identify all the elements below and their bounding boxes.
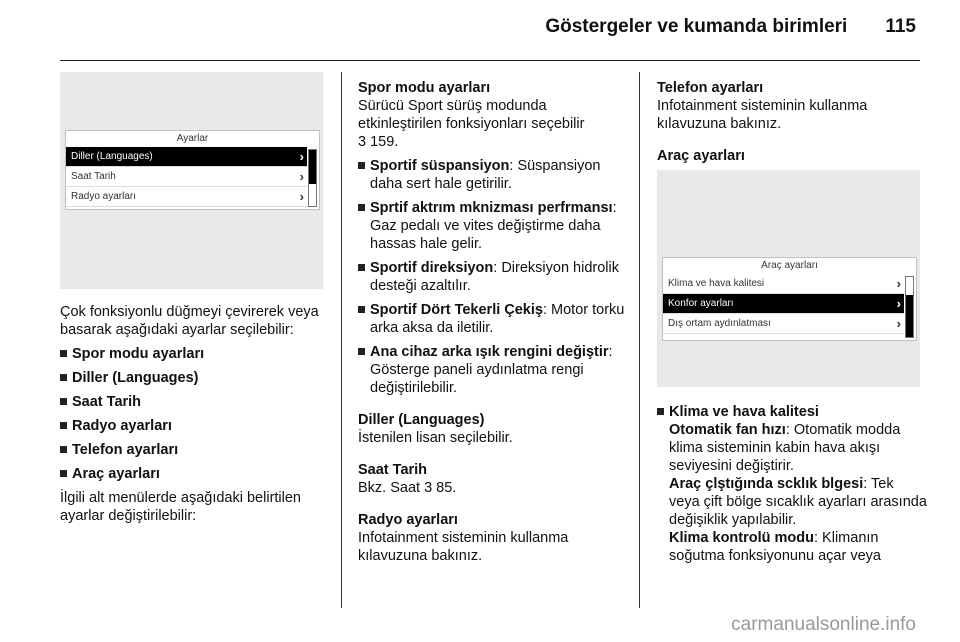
section-heading: Diller (Languages) (358, 412, 485, 428)
row-label: Diller (Languages) (71, 151, 153, 162)
chevron-right-icon: › (896, 316, 901, 331)
scrollbar (308, 149, 317, 207)
column-2 (358, 79, 628, 565)
settings-menu-title: Ayarlar (176, 133, 209, 144)
column-1 (60, 303, 328, 525)
header-title: Göstergeler ve kumanda birimleri (545, 16, 848, 37)
column-divider-2 (639, 72, 640, 608)
list-item: Klima ve hava kalitesi (657, 403, 927, 421)
bullet-icon (657, 408, 664, 415)
row-label: Klima ve hava kalitesi (668, 278, 765, 289)
sub-item: Otomatik fan hızı: Otomatik modda klima sisteminin kabin hava akışı seviyesini değiştirir. (669, 422, 901, 474)
list-item: Sportif süspansiyon: Süspansiyon daha sert hale getirilir. (358, 157, 628, 193)
vehicle-menu-row (663, 274, 904, 294)
section-text: Sürücü Sport sürüş modunda etkinleştirilen fonksiyonları seçebilir 3 159. (358, 98, 585, 150)
list-item: Diller (Languages) (60, 369, 328, 387)
chevron-right-icon: › (896, 276, 901, 291)
settings-menu-row (66, 187, 307, 207)
settings-menu-row (66, 147, 307, 167)
list-item: Sprtif aktrım mknizması perfrmansı: Gaz pedalı ve vites değiştirme daha hassas hale gelir. (358, 199, 628, 253)
scrollbar (905, 276, 914, 338)
list-item: Radyo ayarları (60, 417, 328, 435)
chevron-right-icon: › (299, 149, 304, 164)
intro-text: Çok fonksiyonlu düğmeyi çevirerek veya basarak aşağıdaki ayarlar seçilebilir: (60, 304, 319, 338)
header-rule (60, 60, 920, 61)
section-heading: Spor modu ayarları (358, 80, 491, 96)
column-divider-1 (341, 72, 342, 608)
list-item: Sportif Dört Tekerli Çekiş: Motor torku arka aksa da iletilir. (358, 301, 628, 337)
settings-menu-panel (65, 130, 320, 210)
vehicle-menu-row (663, 314, 904, 334)
section-text: İstenilen lisan seçilebilir. (358, 430, 513, 446)
row-label: Dış ortam aydınlatması (668, 318, 771, 329)
section-text: Bkz. Saat 3 85. (358, 480, 457, 496)
bullet-icon (358, 348, 365, 355)
list-item: Spor modu ayarları (60, 345, 328, 363)
watermark: carmanualsonline.info (731, 614, 916, 635)
vehicle-settings-screen-image (657, 170, 920, 387)
bullet-icon (60, 422, 67, 429)
bullet-icon (358, 162, 365, 169)
section-text: Infotainment sisteminin kullanma kılavuzuna bakınız. (657, 98, 868, 132)
row-label: Konfor ayarları (668, 298, 734, 309)
sub-item: Klima kontrolü modu: Klimanın soğutma fonksiyonunu açar veya (669, 530, 881, 564)
bullet-icon (358, 264, 365, 271)
column-3-top (657, 79, 927, 165)
section-heading: Telefon ayarları (657, 80, 764, 96)
list-item: Telefon ayarları (60, 441, 328, 459)
vehicle-menu-row (663, 294, 904, 314)
bullet-icon (358, 204, 365, 211)
bullet-icon (60, 470, 67, 477)
section-heading: Araç ayarları (657, 148, 745, 164)
outro-text: İlgili alt menülerde aşağıdaki belirtilen ayarlar değiştirilebilir: (60, 490, 301, 524)
list-item: Araç ayarları (60, 465, 328, 483)
scrollbar-thumb (906, 295, 913, 337)
row-label: Saat Tarih (71, 171, 116, 182)
section-text: Infotainment sisteminin kullanma kılavuzuna bakınız. (358, 530, 569, 564)
scrollbar-thumb (309, 150, 316, 184)
vehicle-menu-title: Araç ayarları (761, 260, 818, 271)
chevron-right-icon: › (299, 189, 304, 204)
page-ref: 3 159. (358, 134, 399, 150)
bullet-icon (60, 446, 67, 453)
bullet-icon (358, 306, 365, 313)
bullet-icon (60, 398, 67, 405)
column-3-bottom (657, 397, 927, 565)
chevron-right-icon: › (299, 169, 304, 184)
bullet-icon (60, 374, 67, 381)
section-heading: Saat Tarih (358, 462, 428, 478)
page-header (545, 16, 916, 38)
list-item: Ana cihaz arka ışık rengini değiştir: Gösterge paneli aydınlatma rengi değiştirilebilir. (358, 343, 628, 397)
list-item: Sportif direksiyon: Direksiyon hidrolik desteği azaltılır. (358, 259, 628, 295)
vehicle-menu-panel (662, 257, 917, 341)
settings-menu-row (66, 167, 307, 187)
chevron-right-icon: › (896, 296, 901, 311)
settings-screen-image (60, 72, 323, 289)
row-label: Radyo ayarları (71, 191, 137, 202)
list-item: Saat Tarih (60, 393, 328, 411)
bullet-icon (60, 350, 67, 357)
page-number: 115 (885, 16, 916, 37)
section-heading: Radyo ayarları (358, 512, 458, 528)
sub-item: Araç çlştığında scklık blgesi: Tek veya çift bölge sıcaklık ayarları arasında değişiklik yapılabilir. (669, 476, 927, 528)
